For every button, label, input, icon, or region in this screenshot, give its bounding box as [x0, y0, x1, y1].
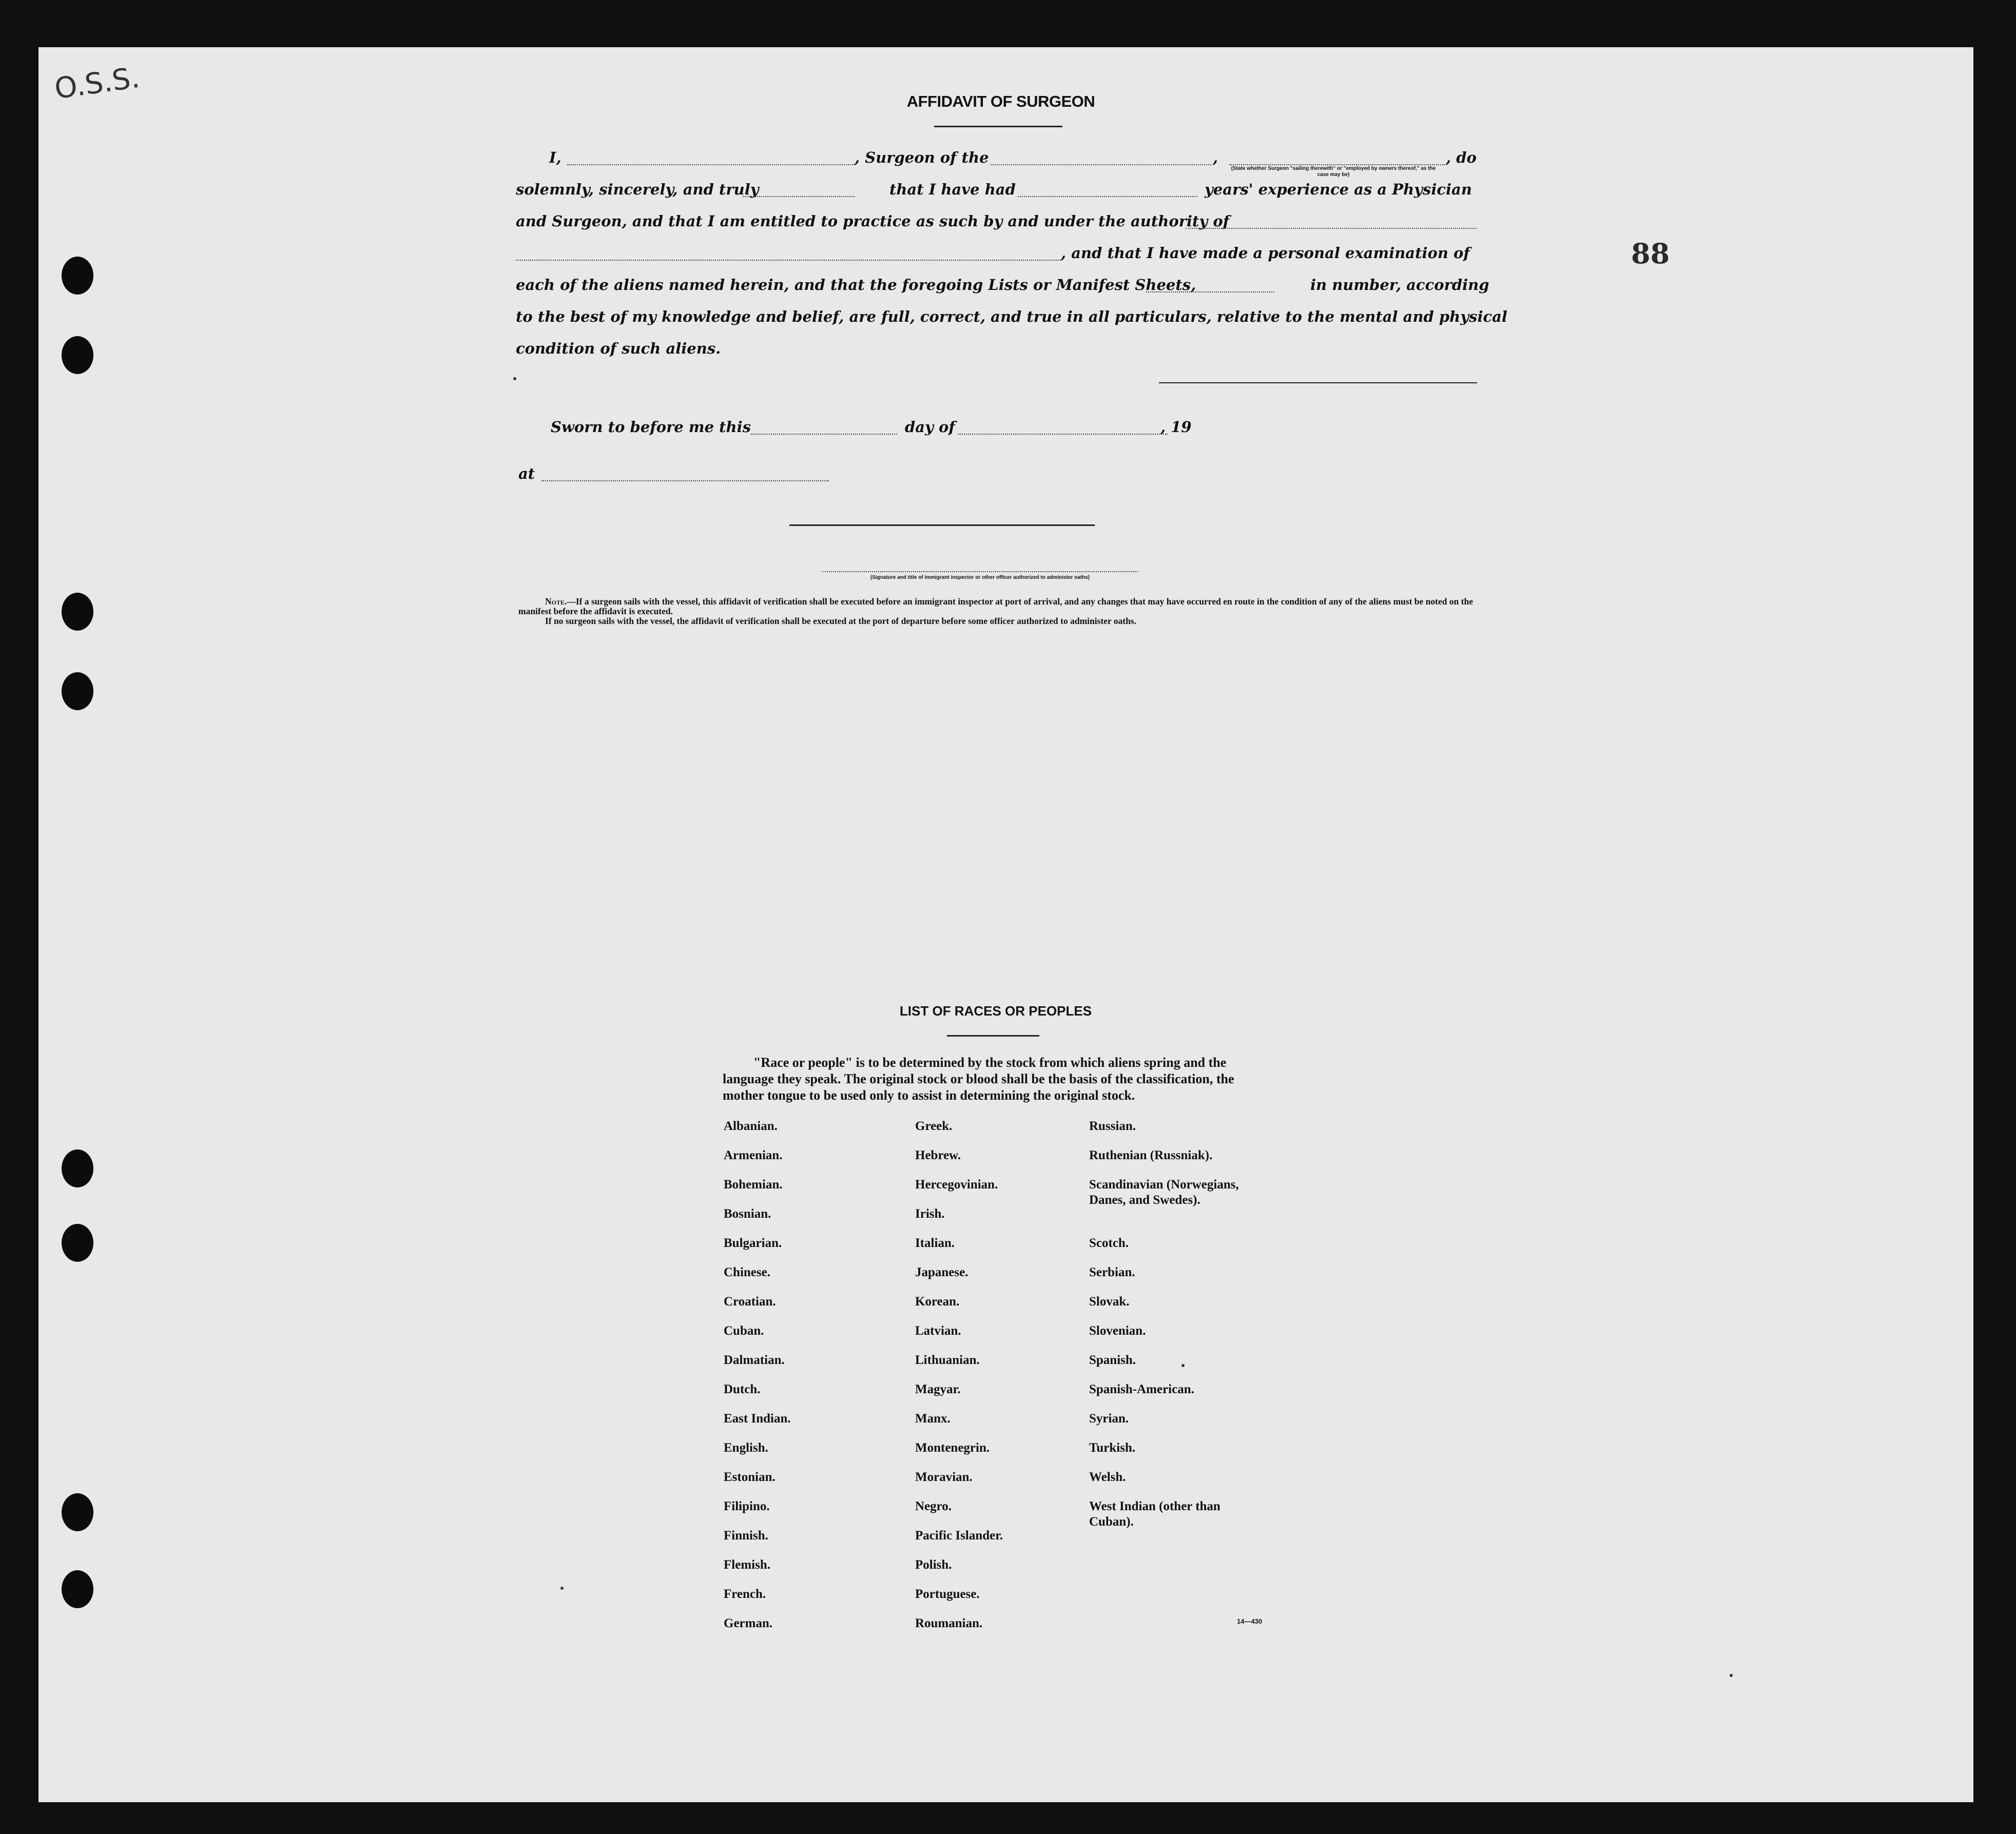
affidavit-line-4 [516, 244, 1477, 267]
race-item: Cuban. [724, 1324, 764, 1338]
race-item: Dutch. [724, 1382, 761, 1396]
text-in-number: in number, according [1310, 276, 1489, 294]
affidavit-line-5 [516, 276, 1489, 299]
race-item: German. [724, 1616, 773, 1630]
punch-hole [62, 336, 93, 374]
affidavit-line-7 [516, 340, 1477, 362]
race-item: Latvian. [915, 1324, 961, 1338]
race-item: Japanese. [915, 1265, 968, 1279]
race-item: Estonian. [724, 1470, 776, 1484]
affidavit-line-2 [516, 181, 1477, 203]
sworn-day-blank [751, 434, 897, 435]
race-item: East Indian. [724, 1412, 791, 1426]
text-personal-examination: , and that I have made a personal examination of [1061, 244, 1470, 262]
page-number: 88 [1631, 237, 1670, 270]
sheets-count-blank [1146, 291, 1274, 292]
races-intro-text: "Race or people" is to be determined by the stock from which aliens spring and the language they speak. The original stock or blood shall be the basis of the classification, the mother tongue to be used only to assist in determining the original stock. [723, 1055, 1234, 1103]
punch-hole [62, 672, 93, 710]
text-have-had: that I have had [889, 181, 1016, 198]
text-and-surgeon: and Surgeon, and that I am entitled to practice as such by and under the authority of [516, 212, 1230, 230]
race-item: West Indian (other than Cuban). [1089, 1499, 1220, 1529]
authority-blank [1186, 228, 1477, 229]
race-item: Slovak. [1089, 1295, 1130, 1309]
punch-hole [62, 1149, 93, 1187]
race-item: Turkish. [1089, 1441, 1136, 1455]
text-best-of-knowledge: to the best of my knowledge and belief, are full, correct, and true in all particulars, relative to the mental and physical [516, 308, 1507, 325]
race-item: Croatian. [724, 1295, 776, 1309]
text-day-of: day of [905, 418, 955, 436]
race-item: Irish. [915, 1207, 945, 1221]
race-item: Welsh. [1089, 1470, 1126, 1484]
race-item: Italian. [915, 1236, 955, 1250]
race-item: Hercegovinian. [915, 1178, 998, 1192]
punch-hole [62, 1570, 93, 1608]
text-comma: , [1213, 149, 1218, 166]
race-item: Spanish-American. [1089, 1382, 1194, 1396]
races-title-underline [947, 1035, 1039, 1037]
race-item: Montenegrin. [915, 1441, 990, 1455]
race-item: Negro. [915, 1499, 952, 1513]
at-line [516, 465, 1477, 487]
authority-continued-blank [516, 260, 1061, 261]
race-item: Dalmatian. [724, 1353, 785, 1367]
race-item: English. [724, 1441, 768, 1455]
note-paragraph-2: If no surgeon sails with the vessel, the affidavit of verification shall be executed at the port of departure before some officer authorized to administer oaths. [545, 616, 1137, 626]
race-item: Scotch. [1089, 1236, 1129, 1250]
race-item: Hebrew. [915, 1148, 961, 1162]
race-item: Serbian. [1089, 1265, 1135, 1279]
affidavit-line-3 [516, 212, 1477, 235]
text-each-of-aliens: each of the aliens named herein, and that the foregoing Lists or Manifest Sheets, [516, 276, 1196, 294]
sworn-line [516, 418, 1477, 441]
handwritten-corner-mark: O.S.S. [52, 61, 142, 106]
race-item: Ruthenian (Russniak). [1089, 1148, 1213, 1162]
race-item: Bohemian. [724, 1178, 783, 1192]
dust-speck [1730, 1674, 1733, 1677]
race-item: Filipino. [724, 1499, 770, 1513]
affidavit-note [518, 597, 1483, 626]
race-item: Pacific Islander. [915, 1529, 1003, 1543]
vessel-blank [991, 164, 1211, 165]
text-do: , do [1446, 149, 1477, 166]
race-item: Scandinavian (Norwegians, Danes, and Swedes). [1089, 1178, 1239, 1207]
officer-signature-caption: (Signature and title of immigrant inspector or other officer authorized to administer oaths) [870, 575, 1090, 580]
officer-title-line [822, 571, 1138, 572]
race-item: Slovenian. [1089, 1324, 1146, 1338]
race-item: Spanish. [1089, 1353, 1136, 1367]
at-place-blank [541, 480, 829, 481]
title-underline [934, 126, 1062, 127]
race-item: Polish. [915, 1558, 952, 1572]
note-paragraph-1: —If a surgeon sails with the vessel, this affidavit of verification shall be executed before an immigrant inspector at port of arrival, and any changes that may have occurred en route in the condition of any of the aliens must be noted on the manifest before the affidavit is executed. [518, 596, 1474, 616]
punch-hole [62, 1493, 93, 1531]
race-item: Bosnian. [724, 1207, 771, 1221]
text-at: at [518, 465, 535, 482]
races-intro [723, 1055, 1267, 1104]
races-list-title: LIST OF RACES OR PEOPLES [899, 1003, 1092, 1019]
capacity-blank [1229, 164, 1445, 165]
dust-speck [513, 377, 516, 380]
affirm-blank [743, 196, 855, 197]
surgeon-signature-line [1159, 382, 1477, 383]
affidavit-title: AFFIDAVIT OF SURGEON [906, 92, 1095, 110]
race-item: Lithuanian. [915, 1353, 980, 1367]
race-item: Chinese. [724, 1265, 770, 1279]
text-solemnly: solemnly, sincerely, and truly [516, 181, 759, 198]
form-code: 14—430 [1237, 1617, 1263, 1625]
race-item: Greek. [915, 1119, 953, 1133]
race-item: Korean. [915, 1295, 960, 1309]
affidavit-line-6 [516, 308, 1507, 330]
race-item: Albanian. [724, 1119, 778, 1133]
surgeon-name-blank [567, 164, 855, 165]
text-surgeon-of-the: , Surgeon of the [855, 149, 989, 166]
punch-hole [62, 593, 93, 631]
punch-hole [62, 257, 93, 295]
race-item: Portuguese. [915, 1587, 980, 1601]
race-item: Magyar. [915, 1382, 961, 1396]
race-item: Syrian. [1089, 1412, 1129, 1426]
race-item: Russian. [1089, 1119, 1136, 1133]
note-label: Note. [545, 596, 567, 607]
vessel-capacity-note: (State whether Surgeon "sailing therewith" or "employed by owners thereof," as the case may be) [1231, 166, 1436, 178]
sworn-month-blank [958, 434, 1168, 435]
years-blank [1018, 196, 1197, 197]
dust-speck [560, 1587, 564, 1590]
race-item: Finnish. [724, 1529, 768, 1543]
race-item: French. [724, 1587, 766, 1601]
text-sworn: Sworn to before me this [551, 418, 751, 436]
race-item: Manx. [915, 1412, 951, 1426]
text-condition: condition of such aliens. [516, 340, 721, 357]
race-item: Armenian. [724, 1148, 783, 1162]
officer-signature-line [789, 524, 1095, 526]
text-i: I, [549, 149, 561, 166]
text-nineteen: , 19 [1160, 418, 1192, 436]
race-item: Roumanian. [915, 1616, 983, 1630]
punch-hole [62, 1224, 93, 1262]
race-item: Bulgarian. [724, 1236, 782, 1250]
dust-speck [1181, 1364, 1185, 1367]
text-years-experience: years' experience as a Physician [1205, 181, 1472, 198]
race-item: Flemish. [724, 1558, 770, 1572]
race-item: Moravian. [915, 1470, 973, 1484]
